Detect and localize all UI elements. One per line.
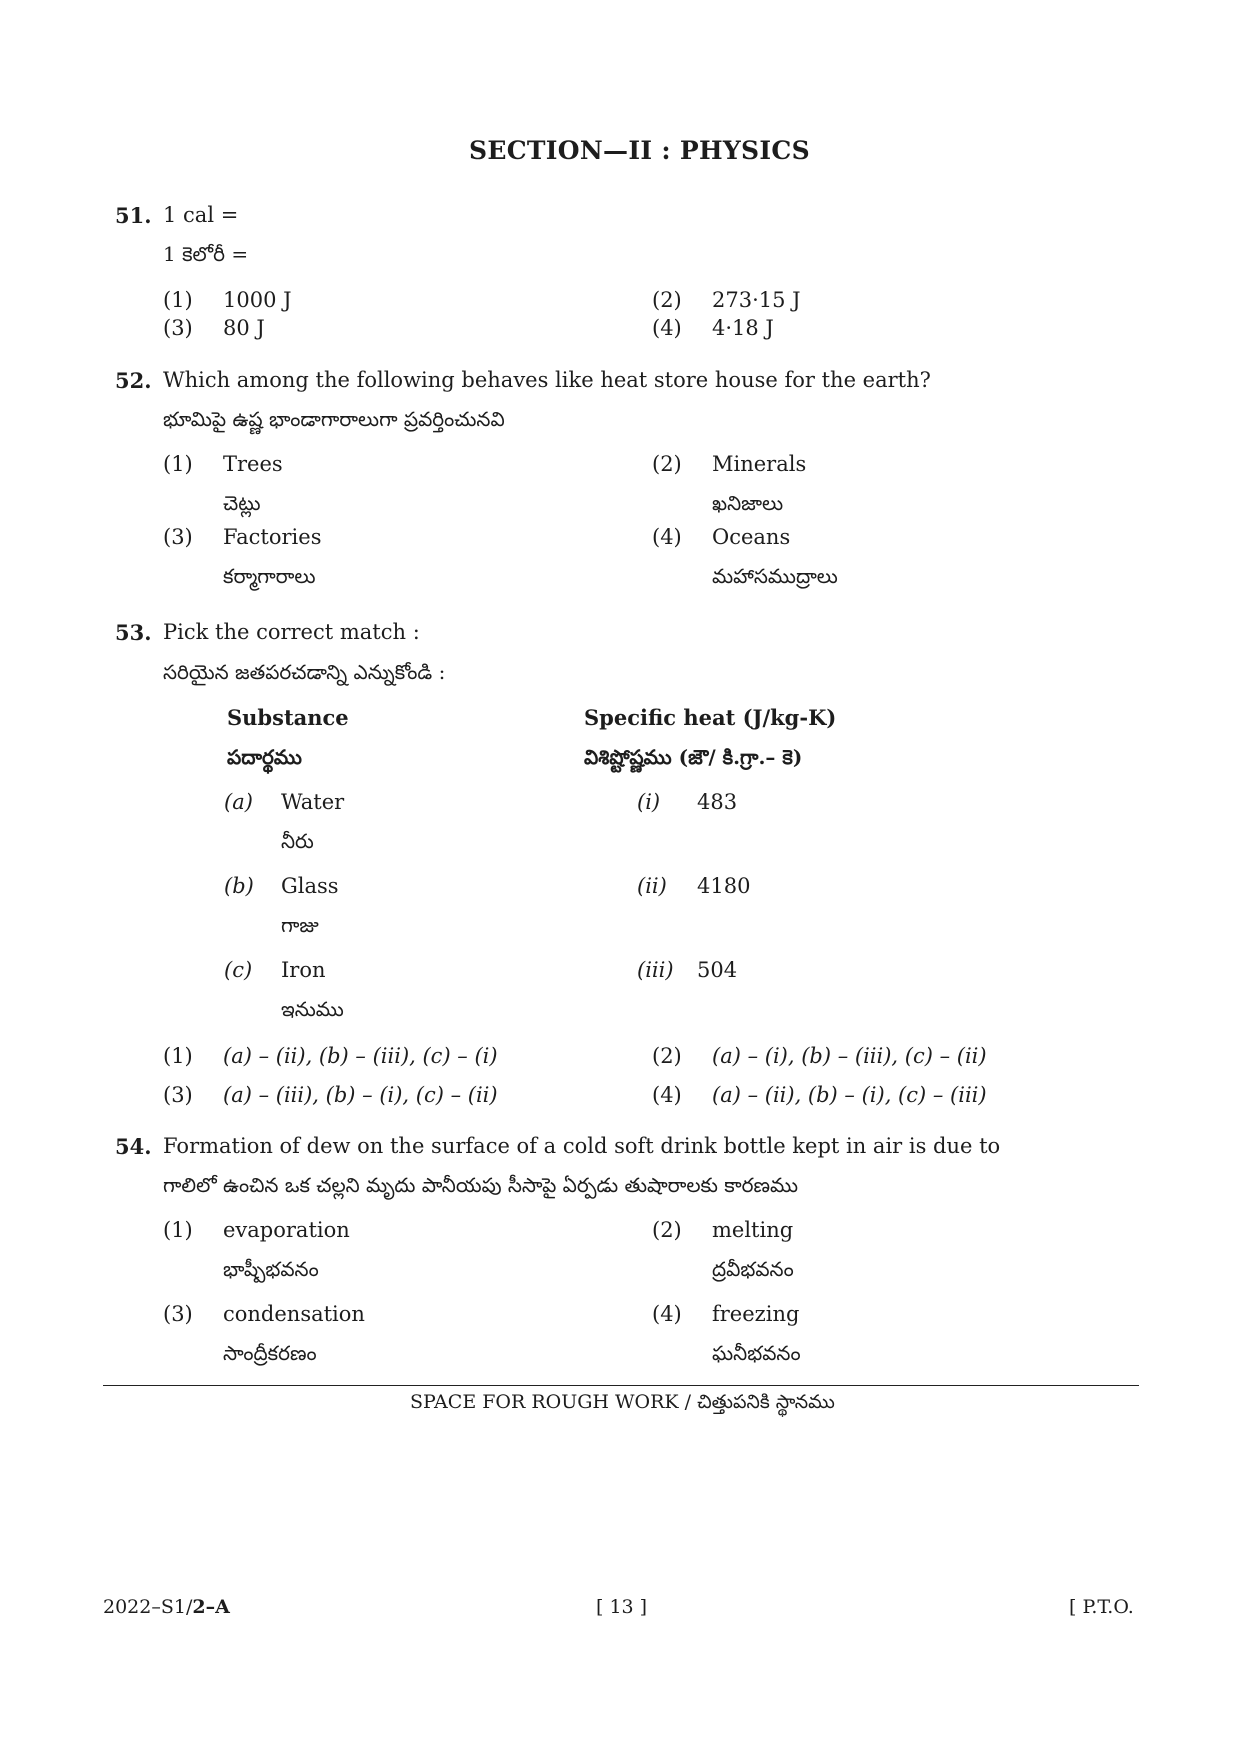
option-number: (4) (652, 316, 682, 340)
column-header-specific-heat: Specific heat (J/kg-K) (584, 705, 837, 730)
question-text-te: గాలిలో ఉంచిన ఒక చల్లని మృదు పానీయపు సీసాపై ఏర్పడు తుషారాలకు కారణము (163, 1173, 799, 1197)
option-text: 273·15 J (712, 288, 801, 312)
option-text: freezing (712, 1302, 800, 1326)
row-label: (a) (224, 790, 253, 814)
option-number: (4) (652, 1083, 682, 1107)
option-text: Trees (223, 452, 283, 476)
option-text: Oceans (712, 525, 791, 549)
option-text: Factories (223, 525, 322, 549)
substance-name: Glass (281, 874, 339, 898)
option-text: (a) – (ii), (b) – (i), (c) – (iii) (712, 1083, 987, 1107)
option-text: condensation (223, 1302, 365, 1326)
option-text: 1000 J (223, 288, 292, 312)
option-number: (1) (163, 452, 193, 476)
option-text-te: మహాసముద్రాలు (712, 564, 838, 588)
paper-code (103, 1596, 230, 1618)
option-number: (1) (163, 288, 193, 312)
option-text: (a) – (ii), (b) – (iii), (c) – (i) (223, 1044, 498, 1068)
rough-work-label: SPACE FOR ROUGH WORK / చిత్తుపనికి స్థానము (410, 1391, 835, 1413)
option-text: melting (712, 1218, 794, 1242)
option-text-te: ఖనిజాలు (712, 491, 784, 515)
option-text: 80 J (223, 316, 265, 340)
question-number: 52. (115, 368, 152, 393)
option-text: (a) – (iii), (b) – (i), (c) – (ii) (223, 1083, 498, 1107)
option-number: (2) (652, 1044, 682, 1068)
option-number: (3) (163, 316, 193, 340)
option-number: (2) (652, 1218, 682, 1242)
row-label: (i) (637, 790, 661, 814)
question-text-te: భూమిపై ఉష్ణ భాండాగారాలుగా ప్రవర్తించునవి (163, 407, 505, 431)
specific-heat-value: 504 (697, 958, 738, 982)
option-text: Minerals (712, 452, 807, 476)
option-number: (4) (652, 525, 682, 549)
row-label: (c) (224, 958, 253, 982)
substance-name: Iron (281, 958, 326, 982)
substance-name-te: ఇనుము (281, 997, 344, 1021)
option-text-te: ద్రవీభవనం (712, 1257, 794, 1281)
question-text-en: Which among the following behaves like heat store house for the earth? (163, 368, 931, 392)
option-text: (a) – (i), (b) – (iii), (c) – (ii) (712, 1044, 987, 1068)
option-number: (1) (163, 1044, 193, 1068)
paper-code-prefix: 2022–S1/ (103, 1596, 193, 1618)
row-label: (ii) (637, 874, 667, 898)
row-label: (iii) (637, 958, 674, 982)
column-header-substance: Substance (227, 705, 349, 730)
paper-code-set: 2–A (192, 1596, 230, 1618)
option-number: (3) (163, 1302, 193, 1326)
option-text-te: ఘనీభవనం (712, 1341, 801, 1365)
question-number: 51. (115, 203, 152, 228)
question-number: 54. (115, 1134, 152, 1159)
question-number: 53. (115, 620, 152, 645)
option-number: (3) (163, 525, 193, 549)
substance-name-te: గాజు (281, 913, 319, 937)
option-text: evaporation (223, 1218, 350, 1242)
option-number: (4) (652, 1302, 682, 1326)
column-header-specific-heat-te: విశిష్టోష్ణము (జౌ/ కి.గ్రా.– కె) (584, 745, 803, 769)
section-title: SECTION—II : PHYSICS (469, 136, 810, 165)
option-text-te: కర్మాగారాలు (223, 564, 316, 588)
question-text-te: 1 కెలోరీ = (163, 242, 249, 266)
question-text-en: Pick the correct match : (163, 620, 420, 644)
question-text-en: 1 cal = (163, 203, 239, 227)
page-number: [ 13 ] (596, 1596, 648, 1618)
option-number: (2) (652, 452, 682, 476)
option-text: 4·18 J (712, 316, 774, 340)
option-number: (2) (652, 288, 682, 312)
option-number: (3) (163, 1083, 193, 1107)
specific-heat-value: 483 (697, 790, 738, 814)
specific-heat-value: 4180 (697, 874, 751, 898)
row-label: (b) (224, 874, 254, 898)
column-header-substance-te: పదార్థము (227, 745, 302, 769)
option-text-te: సాంద్రీకరణం (223, 1341, 317, 1365)
question-text-en: Formation of dew on the surface of a cold soft drink bottle kept in air is due to (163, 1134, 1001, 1158)
substance-name-te: నీరు (281, 829, 314, 853)
substance-name: Water (281, 790, 345, 814)
option-text-te: చెట్లు (223, 491, 261, 515)
option-number: (1) (163, 1218, 193, 1242)
rough-work-divider (103, 1385, 1139, 1386)
please-turn-over: [ P.T.O. (1069, 1596, 1134, 1618)
question-text-te: సరియైన జతపరచడాన్ని ఎన్నుకోండి : (163, 660, 446, 684)
option-text-te: భాష్పీభవనం (223, 1257, 319, 1281)
